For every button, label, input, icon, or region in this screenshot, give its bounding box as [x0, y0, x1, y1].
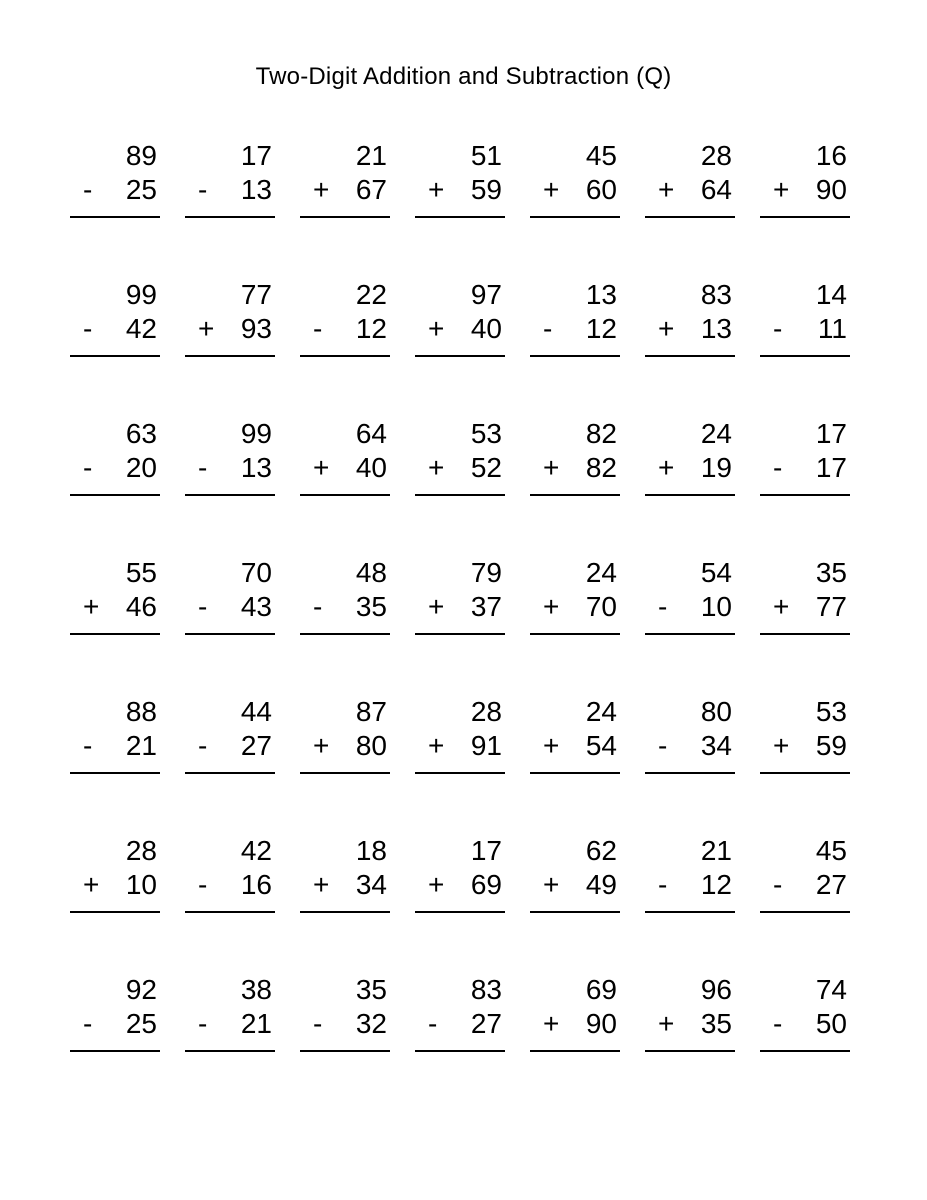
bottom-line — [70, 173, 160, 207]
problem — [70, 973, 160, 1052]
bottom-number: 37 — [470, 591, 502, 622]
top-number: 48 — [355, 557, 387, 588]
problem — [530, 556, 620, 635]
problem-row — [70, 278, 857, 357]
top-number: 45 — [815, 835, 847, 866]
problem — [760, 139, 850, 218]
top-number: 99 — [125, 279, 157, 310]
operator-sign: - — [658, 869, 668, 900]
problem — [530, 695, 620, 774]
operator-sign: + — [313, 730, 330, 761]
operator-sign: + — [658, 174, 675, 205]
bottom-number: 93 — [240, 313, 272, 344]
bottom-number: 17 — [815, 452, 847, 483]
operator-sign: - — [198, 174, 208, 205]
bottom-number: 90 — [585, 1008, 617, 1039]
bottom-number: 16 — [240, 869, 272, 900]
top-number: 70 — [240, 557, 272, 588]
bottom-number: 12 — [585, 313, 617, 344]
operator-sign: + — [313, 174, 330, 205]
operator-sign: - — [83, 730, 93, 761]
problem — [185, 556, 275, 635]
top-number: 38 — [240, 974, 272, 1005]
problem — [760, 278, 850, 357]
bottom-line — [760, 729, 850, 763]
top-number: 96 — [700, 974, 732, 1005]
bottom-number: 90 — [815, 174, 847, 205]
bottom-line — [70, 590, 160, 624]
bottom-number: 25 — [125, 1008, 157, 1039]
top-number: 17 — [815, 418, 847, 449]
problem-row — [70, 139, 857, 218]
problem — [645, 139, 735, 218]
bottom-line — [70, 868, 160, 902]
bottom-number: 12 — [355, 313, 387, 344]
problem — [185, 973, 275, 1052]
top-number: 51 — [470, 140, 502, 171]
top-number: 80 — [700, 696, 732, 727]
bottom-line — [645, 590, 735, 624]
bottom-line — [185, 451, 275, 485]
top-number: 16 — [815, 140, 847, 171]
bottom-line — [415, 173, 505, 207]
bottom-number: 34 — [700, 730, 732, 761]
operator-sign: - — [773, 1008, 783, 1039]
operator-sign: + — [658, 452, 675, 483]
bottom-line — [415, 451, 505, 485]
bottom-number: 34 — [355, 869, 387, 900]
top-number: 74 — [815, 974, 847, 1005]
problem-row — [70, 834, 857, 913]
problem — [760, 973, 850, 1052]
operator-sign: - — [428, 1008, 438, 1039]
bottom-number: 19 — [700, 452, 732, 483]
bottom-line — [185, 590, 275, 624]
top-number: 63 — [125, 418, 157, 449]
top-number: 62 — [585, 835, 617, 866]
problem — [645, 417, 735, 496]
bottom-line — [415, 1007, 505, 1041]
operator-sign: + — [428, 452, 445, 483]
operator-sign: + — [543, 869, 560, 900]
bottom-number: 43 — [240, 591, 272, 622]
top-number: 35 — [355, 974, 387, 1005]
operator-sign: + — [428, 174, 445, 205]
bottom-line — [530, 1007, 620, 1041]
bottom-line — [530, 451, 620, 485]
operator-sign: - — [313, 1008, 323, 1039]
problem — [300, 278, 390, 357]
bottom-line — [645, 312, 735, 346]
top-number: 83 — [470, 974, 502, 1005]
problem — [185, 695, 275, 774]
bottom-number: 59 — [470, 174, 502, 205]
operator-sign: + — [773, 174, 790, 205]
top-number: 24 — [585, 696, 617, 727]
top-number: 13 — [585, 279, 617, 310]
bottom-number: 52 — [470, 452, 502, 483]
bottom-line — [185, 173, 275, 207]
bottom-line — [415, 868, 505, 902]
bottom-number: 67 — [355, 174, 387, 205]
bottom-number: 20 — [125, 452, 157, 483]
top-number: 97 — [470, 279, 502, 310]
bottom-number: 10 — [125, 869, 157, 900]
operator-sign: + — [658, 313, 675, 344]
bottom-line — [300, 173, 390, 207]
top-number: 35 — [815, 557, 847, 588]
top-number: 99 — [240, 418, 272, 449]
problem — [300, 417, 390, 496]
problem — [645, 278, 735, 357]
bottom-number: 77 — [815, 591, 847, 622]
top-number: 14 — [815, 279, 847, 310]
bottom-line — [185, 729, 275, 763]
problem — [760, 417, 850, 496]
problem — [760, 556, 850, 635]
bottom-line — [530, 312, 620, 346]
top-number: 82 — [585, 418, 617, 449]
bottom-number: 27 — [240, 730, 272, 761]
problem — [70, 139, 160, 218]
bottom-number: 35 — [700, 1008, 732, 1039]
problem — [415, 278, 505, 357]
operator-sign: - — [658, 730, 668, 761]
operator-sign: + — [658, 1008, 675, 1039]
operator-sign: + — [313, 869, 330, 900]
bottom-number: 21 — [125, 730, 157, 761]
operator-sign: + — [773, 591, 790, 622]
problem-row — [70, 556, 857, 635]
bottom-number: 60 — [585, 174, 617, 205]
problems-grid — [70, 139, 857, 1112]
problem — [415, 139, 505, 218]
bottom-number: 40 — [355, 452, 387, 483]
operator-sign: - — [773, 869, 783, 900]
bottom-line — [530, 173, 620, 207]
problem — [530, 139, 620, 218]
bottom-line — [415, 312, 505, 346]
top-number: 42 — [240, 835, 272, 866]
operator-sign: + — [428, 730, 445, 761]
top-number: 28 — [470, 696, 502, 727]
problem — [645, 695, 735, 774]
top-number: 45 — [585, 140, 617, 171]
bottom-number: 10 — [700, 591, 732, 622]
problem-row — [70, 417, 857, 496]
top-number: 53 — [470, 418, 502, 449]
top-number: 87 — [355, 696, 387, 727]
bottom-number: 69 — [470, 869, 502, 900]
problem — [300, 973, 390, 1052]
top-number: 18 — [355, 835, 387, 866]
operator-sign: + — [543, 591, 560, 622]
bottom-line — [645, 1007, 735, 1041]
problem — [70, 278, 160, 357]
bottom-number: 21 — [240, 1008, 272, 1039]
operator-sign: - — [198, 1008, 208, 1039]
problem-row — [70, 695, 857, 774]
bottom-line — [300, 312, 390, 346]
top-number: 69 — [585, 974, 617, 1005]
bottom-line — [645, 173, 735, 207]
bottom-number: 13 — [240, 174, 272, 205]
problem — [70, 834, 160, 913]
operator-sign: - — [198, 869, 208, 900]
problem — [300, 139, 390, 218]
bottom-line — [530, 590, 620, 624]
top-number: 92 — [125, 974, 157, 1005]
top-number: 28 — [700, 140, 732, 171]
operator-sign: - — [543, 313, 553, 344]
problem — [70, 417, 160, 496]
problem — [415, 417, 505, 496]
bottom-line — [70, 1007, 160, 1041]
problem — [415, 556, 505, 635]
operator-sign: - — [773, 452, 783, 483]
bottom-number: 49 — [585, 869, 617, 900]
top-number: 17 — [470, 835, 502, 866]
top-number: 55 — [125, 557, 157, 588]
bottom-line — [760, 1007, 850, 1041]
bottom-line — [300, 1007, 390, 1041]
problem — [530, 834, 620, 913]
problem — [530, 973, 620, 1052]
operator-sign: + — [83, 869, 100, 900]
bottom-line — [415, 590, 505, 624]
top-number: 54 — [700, 557, 732, 588]
problem — [300, 556, 390, 635]
top-number: 79 — [470, 557, 502, 588]
problem — [530, 278, 620, 357]
top-number: 53 — [815, 696, 847, 727]
bottom-line — [760, 868, 850, 902]
bottom-line — [185, 868, 275, 902]
top-number: 83 — [700, 279, 732, 310]
problem — [300, 834, 390, 913]
worksheet-title: Two-Digit Addition and Subtraction (Q) — [255, 63, 672, 90]
bottom-line — [185, 1007, 275, 1041]
bottom-line — [760, 312, 850, 346]
bottom-number: 11 — [817, 313, 847, 344]
bottom-number: 13 — [240, 452, 272, 483]
top-number: 17 — [240, 140, 272, 171]
operator-sign: - — [773, 313, 783, 344]
operator-sign: + — [543, 1008, 560, 1039]
bottom-number: 70 — [585, 591, 617, 622]
bottom-line — [530, 729, 620, 763]
bottom-line — [300, 868, 390, 902]
operator-sign: - — [658, 591, 668, 622]
bottom-line — [300, 729, 390, 763]
bottom-number: 27 — [815, 869, 847, 900]
operator-sign: + — [543, 452, 560, 483]
bottom-number: 40 — [470, 313, 502, 344]
bottom-number: 46 — [125, 591, 157, 622]
bottom-line — [300, 590, 390, 624]
top-number: 21 — [355, 140, 387, 171]
operator-sign: + — [83, 591, 100, 622]
top-number: 21 — [700, 835, 732, 866]
bottom-line — [760, 451, 850, 485]
problem — [760, 834, 850, 913]
problem — [415, 834, 505, 913]
top-number: 24 — [585, 557, 617, 588]
problem — [415, 695, 505, 774]
problem — [185, 139, 275, 218]
bottom-line — [415, 729, 505, 763]
bottom-number: 27 — [470, 1008, 502, 1039]
top-number: 22 — [355, 279, 387, 310]
operator-sign: - — [313, 591, 323, 622]
top-number: 64 — [355, 418, 387, 449]
problem — [645, 834, 735, 913]
bottom-line — [645, 451, 735, 485]
bottom-number: 32 — [355, 1008, 387, 1039]
operator-sign: - — [83, 452, 93, 483]
bottom-line — [530, 868, 620, 902]
bottom-number: 91 — [470, 730, 502, 761]
operator-sign: + — [428, 869, 445, 900]
problem — [645, 556, 735, 635]
top-number: 88 — [125, 696, 157, 727]
problem — [760, 695, 850, 774]
operator-sign: + — [543, 174, 560, 205]
problem — [645, 973, 735, 1052]
bottom-number: 54 — [585, 730, 617, 761]
top-number: 89 — [125, 140, 157, 171]
operator-sign: - — [83, 174, 93, 205]
bottom-line — [70, 729, 160, 763]
operator-sign: - — [198, 730, 208, 761]
operator-sign: - — [83, 313, 93, 344]
operator-sign: - — [198, 452, 208, 483]
operator-sign: + — [428, 313, 445, 344]
bottom-number: 50 — [815, 1008, 847, 1039]
bottom-number: 59 — [815, 730, 847, 761]
operator-sign: + — [428, 591, 445, 622]
top-number: 24 — [700, 418, 732, 449]
bottom-line — [70, 451, 160, 485]
problem-row — [70, 973, 857, 1052]
bottom-line — [645, 868, 735, 902]
operator-sign: - — [198, 591, 208, 622]
problem — [185, 417, 275, 496]
top-number: 44 — [240, 696, 272, 727]
operator-sign: + — [313, 452, 330, 483]
bottom-line — [760, 173, 850, 207]
bottom-number: 12 — [700, 869, 732, 900]
problem — [185, 278, 275, 357]
bottom-line — [645, 729, 735, 763]
problem — [300, 695, 390, 774]
bottom-number: 80 — [355, 730, 387, 761]
top-number: 77 — [240, 279, 272, 310]
bottom-line — [760, 590, 850, 624]
bottom-line — [70, 312, 160, 346]
bottom-line — [300, 451, 390, 485]
bottom-number: 82 — [585, 452, 617, 483]
operator-sign: + — [198, 313, 215, 344]
operator-sign: - — [313, 313, 323, 344]
bottom-number: 42 — [125, 313, 157, 344]
bottom-number: 64 — [700, 174, 732, 205]
top-number: 28 — [125, 835, 157, 866]
problem — [70, 695, 160, 774]
bottom-number: 13 — [700, 313, 732, 344]
problem — [415, 973, 505, 1052]
operator-sign: + — [543, 730, 560, 761]
problem — [70, 556, 160, 635]
bottom-line — [185, 312, 275, 346]
problem — [185, 834, 275, 913]
operator-sign: - — [83, 1008, 93, 1039]
bottom-number: 35 — [355, 591, 387, 622]
problem — [530, 417, 620, 496]
bottom-number: 25 — [125, 174, 157, 205]
operator-sign: + — [773, 730, 790, 761]
